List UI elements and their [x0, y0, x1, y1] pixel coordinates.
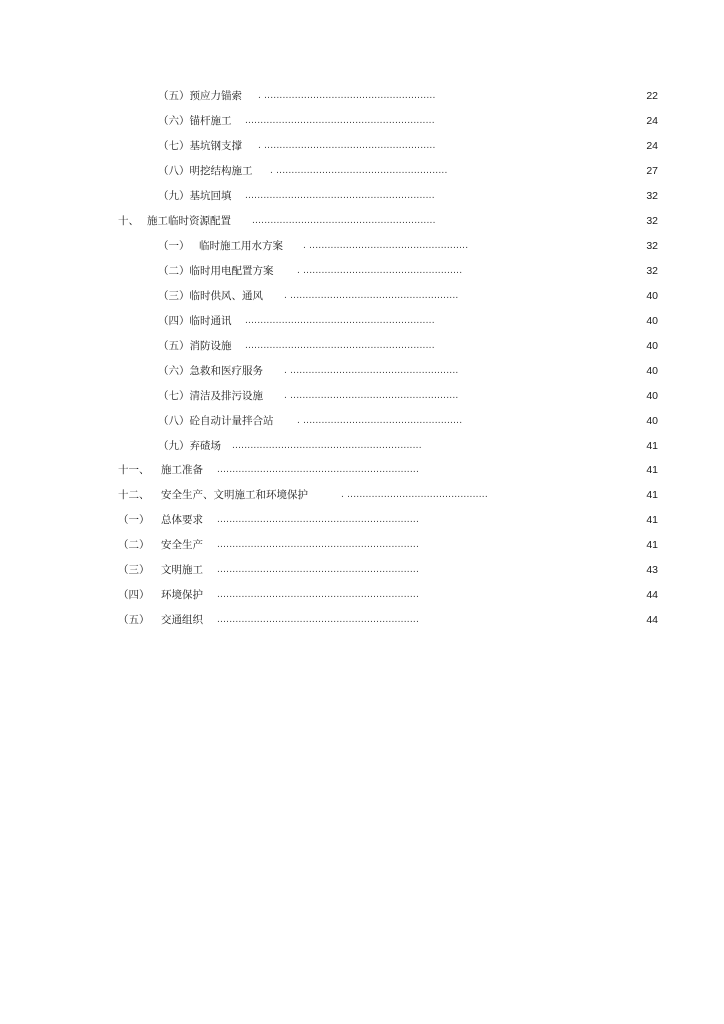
toc-entry-label: （九）基坑回填	[158, 190, 232, 202]
toc-entry-title: 施工临时资源配置	[147, 215, 231, 227]
toc-entry[interactable]	[0, 587, 724, 603]
toc-page-number: 24	[646, 115, 658, 127]
toc-page-number: 40	[646, 365, 658, 377]
toc-entry[interactable]	[0, 88, 724, 104]
toc-entry-label: （六）锚杆施工	[158, 115, 232, 127]
toc-entry[interactable]	[0, 313, 724, 329]
toc-entry-label: （一）	[158, 240, 190, 252]
toc-entry-label: （一）	[118, 514, 150, 526]
toc-page-number: 32	[646, 215, 658, 227]
toc-entry-title: 临时施工用水方案	[199, 240, 283, 252]
toc-page-number: 24	[646, 140, 658, 152]
toc-dot-leader: ..............................................................	[245, 191, 435, 201]
toc-page-number: 40	[646, 390, 658, 402]
toc-page-number: 32	[646, 190, 658, 202]
toc-dot-leader: ..................................................................	[217, 515, 420, 525]
toc-dot-leader: . ....................................................	[303, 241, 469, 251]
toc-dot-leader: . ........................................................	[258, 91, 436, 101]
toc-dot-leader: . ....................................................	[297, 266, 463, 276]
toc-page-number: 44	[646, 614, 658, 626]
toc-entry-label: （八）明挖结构施工	[158, 165, 253, 177]
toc-dot-leader: ..............................................................	[245, 316, 435, 326]
toc-dot-leader: . .......................................................	[284, 291, 459, 301]
toc-entry[interactable]	[0, 562, 724, 578]
toc-dot-leader: . ..............................................	[341, 490, 488, 500]
toc-entry-title: 总体要求	[161, 514, 203, 526]
toc-entry-title: 施工准备	[161, 464, 203, 476]
toc-entry-label: （五）预应力锚索	[158, 90, 242, 102]
toc-entry[interactable]	[0, 338, 724, 354]
toc-entry[interactable]	[0, 238, 724, 254]
toc-entry-label: 十二、	[118, 489, 150, 501]
toc-entry-label: （九）弃碴场	[158, 440, 221, 452]
toc-page-number: 41	[646, 514, 658, 526]
toc-entry[interactable]	[0, 263, 724, 279]
toc-entry-title: 安全生产	[161, 539, 203, 551]
toc-dot-leader: . ....................................................	[297, 416, 463, 426]
toc-page-number: 41	[646, 464, 658, 476]
toc-page-number: 43	[646, 564, 658, 576]
toc-page-number: 41	[646, 539, 658, 551]
toc-entry-label: （五）消防设施	[158, 340, 232, 352]
toc-dot-leader: . ........................................................	[258, 141, 436, 151]
toc-entry-label: （八）砼自动计量拌合站	[158, 415, 274, 427]
toc-entry-label: （二）	[118, 539, 150, 551]
toc-page-number: 32	[646, 240, 658, 252]
toc-entry-label: （六）急救和医疗服务	[158, 365, 263, 377]
toc-entry-label: （三）临时供风、通风	[158, 290, 263, 302]
toc-entry-title: 环境保护	[161, 589, 203, 601]
toc-dot-leader: . .......................................................	[284, 391, 459, 401]
toc-page-number: 41	[646, 489, 658, 501]
toc-entry-label: （二）临时用电配置方案	[158, 265, 274, 277]
toc-page-number: 40	[646, 290, 658, 302]
toc-entry[interactable]	[0, 462, 724, 478]
toc-entry-title: 安全生产、文明施工和环境保护	[161, 489, 308, 501]
toc-entry-label: （七）清洁及排污设施	[158, 390, 263, 402]
toc-entry[interactable]	[0, 537, 724, 553]
toc-dot-leader: . ........................................................	[270, 166, 448, 176]
toc-entry[interactable]	[0, 163, 724, 179]
toc-entry-label: （五）	[118, 614, 150, 626]
toc-page-number: 40	[646, 315, 658, 327]
toc-entry[interactable]	[0, 512, 724, 528]
toc-entry[interactable]	[0, 413, 724, 429]
toc-dot-leader: ..................................................................	[217, 615, 420, 625]
toc-dot-leader: ............................................................	[252, 216, 436, 226]
toc-entry-title: 文明施工	[161, 564, 203, 576]
toc-page-number: 22	[646, 90, 658, 102]
toc-entry-label: （七）基坑钢支撑	[158, 140, 242, 152]
toc-entry-label: 十一、	[118, 464, 150, 476]
toc-dot-leader: ..................................................................	[217, 465, 420, 475]
toc-entry[interactable]	[0, 288, 724, 304]
toc-entry[interactable]	[0, 138, 724, 154]
toc-entry-label: 十、	[118, 215, 139, 227]
toc-dot-leader: ..............................................................	[232, 441, 422, 451]
toc-entry[interactable]	[0, 188, 724, 204]
toc-entry-title: 交通组织	[161, 614, 203, 626]
toc-entry[interactable]	[0, 487, 724, 503]
toc-dot-leader: ..................................................................	[217, 540, 420, 550]
toc-entry[interactable]	[0, 113, 724, 129]
toc-dot-leader: ..............................................................	[245, 116, 435, 126]
toc-entry-label: （三）	[118, 564, 150, 576]
toc-page-number: 27	[646, 165, 658, 177]
toc-dot-leader: ..............................................................	[245, 341, 435, 351]
toc-page-number: 32	[646, 265, 658, 277]
toc-dot-leader: ..................................................................	[217, 590, 420, 600]
toc-entry-label: （四）	[118, 589, 150, 601]
toc-dot-leader: . .......................................................	[284, 366, 459, 376]
toc-entry[interactable]	[0, 363, 724, 379]
toc-entry-label: （四）临时通讯	[158, 315, 232, 327]
toc-entry[interactable]	[0, 612, 724, 628]
toc-page-number: 40	[646, 340, 658, 352]
toc-page-number: 41	[646, 440, 658, 452]
toc-page-number: 40	[646, 415, 658, 427]
toc-entry[interactable]	[0, 438, 724, 454]
toc-entry[interactable]	[0, 213, 724, 229]
toc-dot-leader: ..................................................................	[217, 565, 420, 575]
toc-page-number: 44	[646, 589, 658, 601]
toc-entry[interactable]	[0, 388, 724, 404]
